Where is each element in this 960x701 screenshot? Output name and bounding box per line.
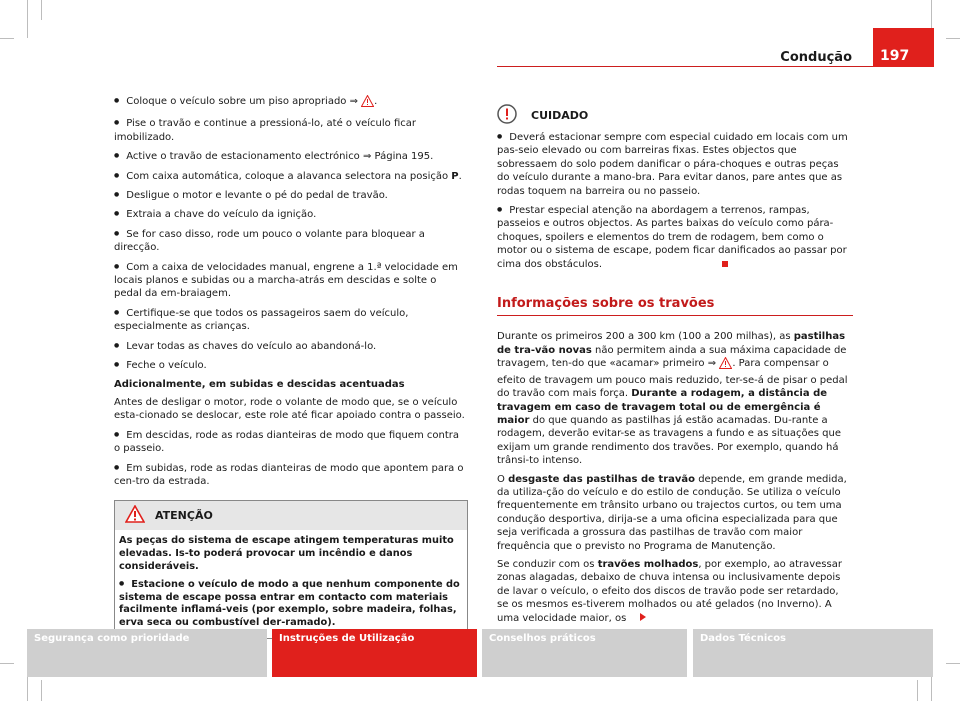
warning-header — [115, 501, 467, 530]
next-arrow-icon[interactable] — [640, 613, 646, 621]
list-item: ● Certifique-se que todos os passageiros saem do veículo, especialmente as crianças. — [114, 306, 466, 334]
warning-box — [114, 500, 468, 639]
end-square-icon — [722, 261, 728, 267]
section-rule — [497, 315, 853, 316]
caution-title: CUIDADO — [531, 109, 589, 123]
header-rule — [497, 66, 874, 67]
list-item: ● Em subidas, rode as rodas dianteiras de modo que apontem para o cen-tro da estrada. — [114, 461, 466, 489]
section-title: Informações sobre os travões — [497, 296, 715, 312]
left-column — [114, 94, 466, 639]
tab-conselhos[interactable]: Conselhos práticos — [482, 629, 687, 677]
crop-mark — [0, 663, 14, 664]
list-item: ● Se for caso disso, rode um pouco o volante para bloquear a direcção. — [114, 227, 466, 255]
crop-mark — [0, 38, 14, 39]
crop-mark — [946, 663, 960, 664]
gear-position: P — [451, 170, 459, 182]
caution-item: ● Prestar especial atenção na abordagem a terrenos, rampas, passeios e outros objectos. As partes baixas do veículo como pára-choques, spoilers e elementos do trem de rodagem, bem como o motor ou o sistema de escape, podem ficar danificados ao passar por cima dos obstáculos. — [497, 203, 853, 271]
crop-mark — [41, 0, 42, 20]
list-item: ● Desligue o motor e levante o pé do pedal de travão. — [114, 188, 466, 202]
warning-text: As peças do sistema de escape atingem temperaturas muito elevadas. Is-to poderá provocar um incêndio e danos consideráveis. — [119, 535, 454, 572]
paragraph: O desgaste das pastilhas de travão depende, em grande medida, da utiliza-ção do veículo e do estilo de condução. Se utiliza o veículo frequentemente em trânsito urbano ou trajectos curtos, ou tem uma condução desportiva, dirija-se a uma oficina especializada para que seja verificada a grossura das pastilhas de travão com maior frequência que o previsto no Programa de Manutenção. — [497, 473, 847, 552]
warning-item: ● Estacione o veículo de modo a que nenhum componente do sistema de escape possa entrar em contacto com materiais facilmente inflamá-veis (por exemplo, sobre madeira, folhas, erva seca ou combustível der-ramado). — [119, 578, 463, 630]
section-heading — [497, 297, 853, 316]
crop-mark — [41, 680, 42, 701]
paragraph: Durante os primeiros 200 a 300 km (100 a 200 milhas), as pastilhas de tra-vão novas não permitem ainda a sua máxima capacidade de travagem, ten-do que «acamar» primeiro ⇒ . Para compensar o efeito de travagem um pouco mais reduzido, ter-se-á de pisar o pedal do travão com mais força. Durante a rodagem, a distância de travagem em caso de travagem total ou de emergência é maior do que quando as pastilhas já estão acamadas. Du-rante a rodagem, deverão evitar-se as travagens a fundo e as situações que exijam um grande rendimento dos travões. Por exemplo, quando há trânsi-to intenso. — [497, 331, 848, 467]
list-item: ● Com a caixa de velocidades manual, engrene a 1.ª velocidade em locais planos e subidas ou a marcha-atrás em descidas e solte o pedal da em-braiagem. — [114, 260, 466, 301]
tab-dados-tecnicos[interactable]: Dados Técnicos — [693, 629, 933, 677]
warning-triangle-icon[interactable] — [361, 95, 374, 111]
list-item: ● Pise o travão e continue a pressioná-lo, até o veículo ficar imobilizado. — [114, 116, 466, 144]
list-item: ● Feche o veículo. — [114, 358, 466, 372]
list-item: ● Com caixa automática, coloque a alavanca selectora na posição P. — [114, 169, 466, 183]
list-item: ● Active o travão de estacionamento electrónico ⇒ Página 195. — [114, 149, 466, 163]
warning-triangle-icon[interactable] — [719, 357, 732, 373]
caution-header — [497, 106, 853, 126]
right-column — [497, 106, 853, 630]
list-item: ● Levar todas as chaves do veículo ao abandoná-lo. — [114, 339, 466, 353]
tab-instrucoes[interactable]: Instruções de Utilização — [272, 629, 477, 677]
list-item: ● Coloque o veículo sobre um piso apropriado ⇒ . — [114, 94, 466, 111]
paragraph: Se conduzir com os travões molhados, por exemplo, ao atravessar zonas alagadas, debaixo de chuva intensa ou inclusivamente depois de lavar o veículo, o efeito dos discos de travão pode ser retardado, se os mesmos es-tiverem molhados ou até gelados (no Inverno). A uma velocidade maior, os — [497, 558, 842, 624]
list-item: ● Em descidas, rode as rodas dianteiras de modo que fiquem contra o passeio. — [114, 428, 466, 456]
warning-title: ATENÇÃO — [155, 509, 213, 523]
tab-seguranca[interactable]: Segurança como prioridade — [27, 629, 267, 677]
crop-mark — [946, 38, 960, 39]
paragraph: Antes de desligar o motor, rode o volante de modo que, se o veículo esta-cionado se deslocar, este role até ficar apoiado contra o passeio. — [114, 396, 465, 422]
caution-circle-icon — [497, 104, 517, 127]
page-title: Condução — [780, 50, 852, 65]
page-number: 197 — [873, 28, 934, 67]
list-item: ● Extraia a chave do veículo da ignição. — [114, 207, 466, 221]
subheading: Adicionalmente, em subidas e descidas acentuadas — [114, 378, 405, 390]
warning-triangle-icon — [125, 505, 155, 526]
caution-item: ● Deverá estacionar sempre com especial cuidado em locais com um pas-seio elevado ou com barreiras fixas. Estes objectos que sobressaem do solo podem danificar o pára-choques e outras peças do veículo durante a mano-bra. Para evitar danos, pare antes que as rodas toquem na barreira ou no passeio. — [497, 130, 853, 198]
crop-mark — [27, 0, 28, 38]
crop-mark — [917, 680, 918, 701]
